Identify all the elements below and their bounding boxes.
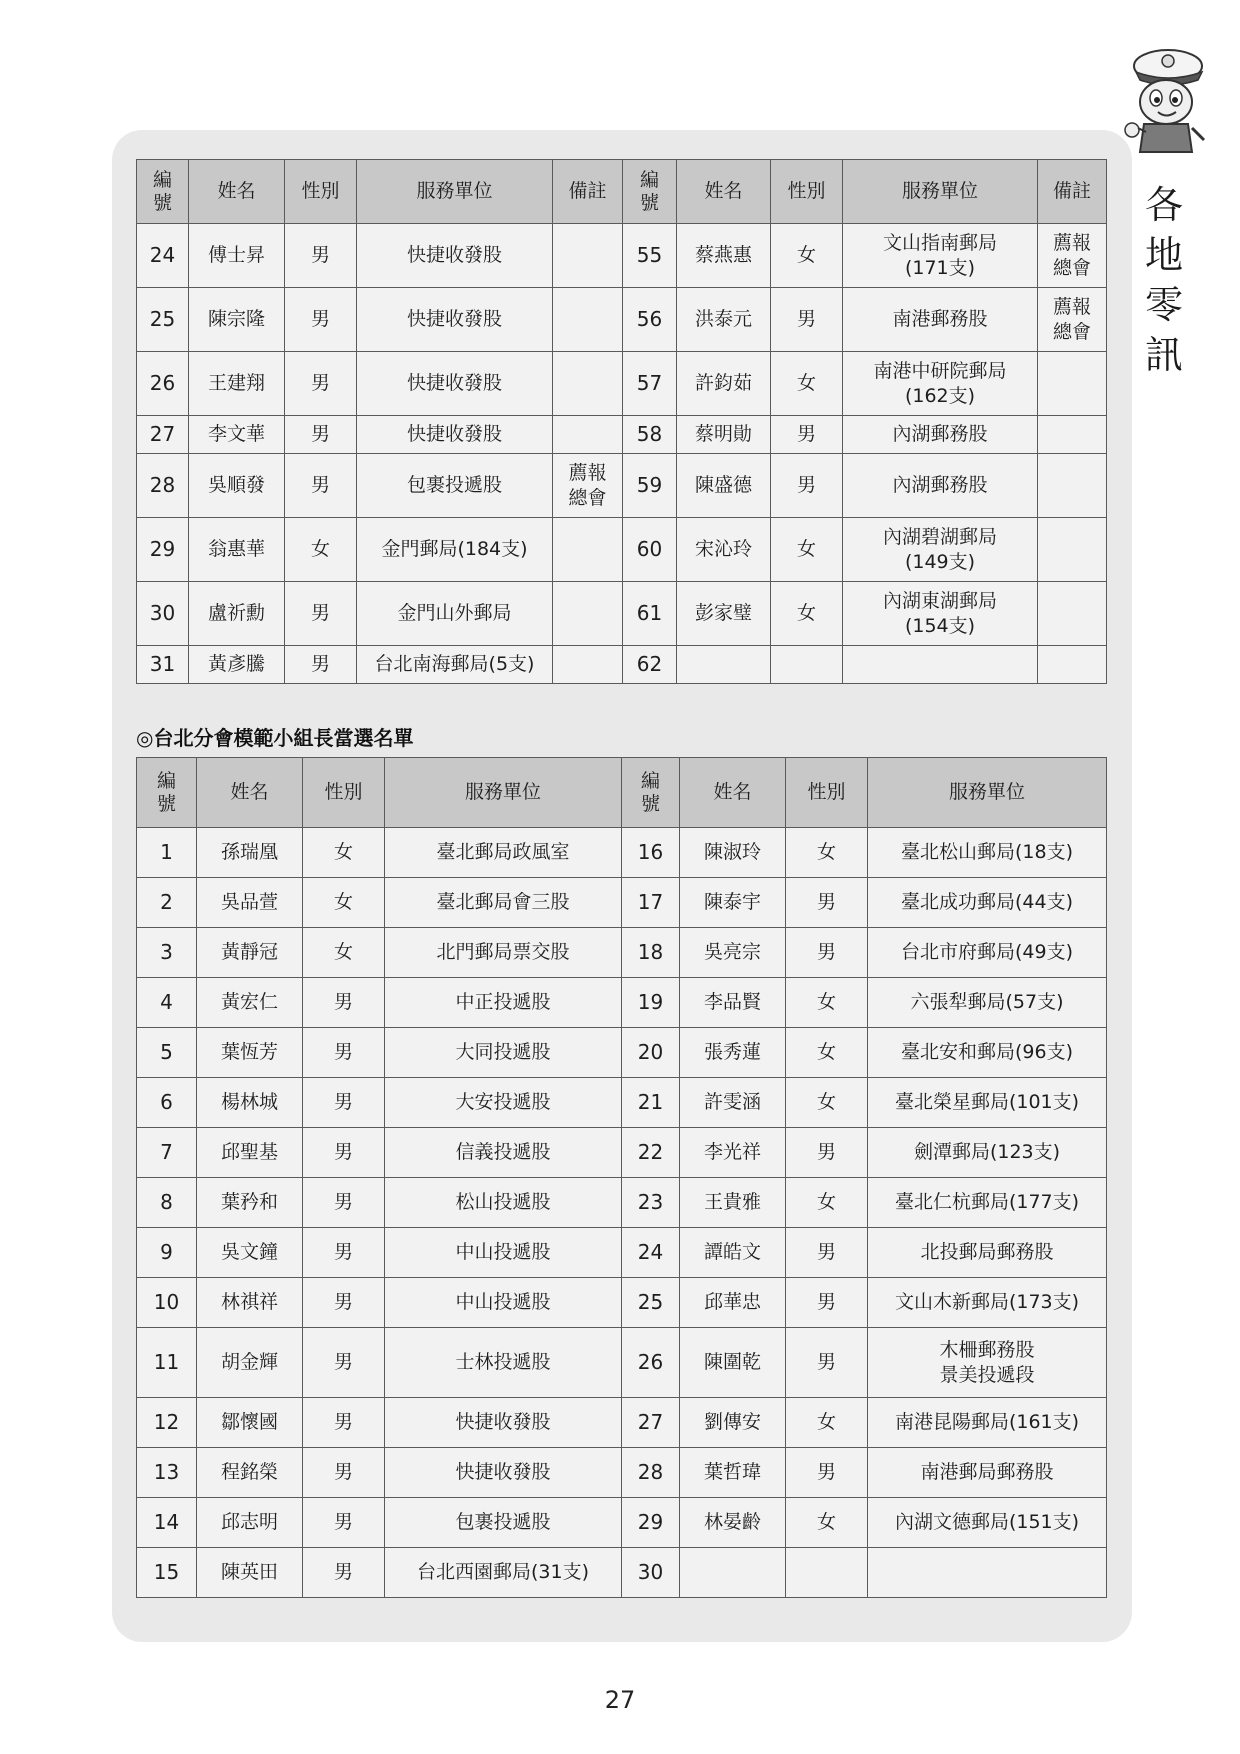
table-cell: 女 [771, 582, 843, 646]
table-cell: 李光祥 [680, 1128, 786, 1178]
table-cell: 中山投遞股 [385, 1228, 622, 1278]
table-cell: 男 [786, 878, 868, 928]
table-cell: 大安投遞股 [385, 1078, 622, 1128]
table-cell: 內湖東湖郵局 (154支) [843, 582, 1038, 646]
table-cell [1038, 454, 1107, 518]
table-row [137, 978, 1107, 1028]
table-cell [868, 1548, 1107, 1598]
table-cell: 18 [622, 928, 680, 978]
table-cell: 男 [303, 1328, 385, 1398]
table-cell: 南港昆陽郵局(161支) [868, 1398, 1107, 1448]
table-cell: 19 [622, 978, 680, 1028]
table-cell: 女 [786, 828, 868, 878]
table-cell: 臺北松山郵局(18支) [868, 828, 1107, 878]
table-cell [553, 288, 623, 352]
table-cell: 許鈞茹 [677, 352, 771, 416]
table-cell: 黃彥騰 [189, 646, 285, 684]
table-cell: 14 [137, 1498, 197, 1548]
table-cell: 薦報 總會 [1038, 288, 1107, 352]
table-row [137, 878, 1107, 928]
table-cell: 15 [137, 1548, 197, 1598]
table-cell: 女 [786, 1398, 868, 1448]
table-cell: 女 [303, 928, 385, 978]
table-cell: 女 [303, 878, 385, 928]
table-cell: 29 [137, 518, 189, 582]
table-cell: 陳圍乾 [680, 1328, 786, 1398]
table-cell: 55 [623, 224, 677, 288]
table-cell: 5 [137, 1028, 197, 1078]
table-cell [553, 416, 623, 454]
table-cell [553, 518, 623, 582]
table-cell: 女 [771, 518, 843, 582]
table-cell [677, 646, 771, 684]
table-cell: 男 [303, 1028, 385, 1078]
table-cell: 男 [285, 646, 357, 684]
table-cell: 男 [285, 288, 357, 352]
table-cell: 30 [137, 582, 189, 646]
page-number: 27 [604, 1686, 636, 1714]
table-row [137, 224, 1107, 288]
table-cell: 葉哲瑋 [680, 1448, 786, 1498]
table-row [137, 454, 1107, 518]
table-row [137, 1278, 1107, 1328]
table-cell: 女 [786, 1178, 868, 1228]
table-cell: 57 [623, 352, 677, 416]
header-cell: 性別 [303, 758, 385, 828]
table-cell: 24 [137, 224, 189, 288]
table-cell: 北門郵局票交股 [385, 928, 622, 978]
table-cell [553, 352, 623, 416]
table-cell: 楊林城 [197, 1078, 303, 1128]
table-cell: 金門山外郵局 [357, 582, 553, 646]
table-row [137, 1228, 1107, 1278]
section-side-title [1140, 180, 1188, 380]
table-cell: 男 [771, 416, 843, 454]
table-cell: 男 [303, 1228, 385, 1278]
table-cell [1038, 352, 1107, 416]
table-row [137, 1128, 1107, 1178]
table-cell: 男 [303, 1498, 385, 1548]
table-cell: 13 [137, 1448, 197, 1498]
table-cell: 劉傳安 [680, 1398, 786, 1448]
table-cell: 男 [786, 1228, 868, 1278]
header-cell: 性別 [786, 758, 868, 828]
table-cell: 男 [285, 416, 357, 454]
table-cell: 25 [622, 1278, 680, 1328]
table-cell: 臺北郵局政風室 [385, 828, 622, 878]
table-cell: 六張犁郵局(57支) [868, 978, 1107, 1028]
table-cell: 吳順發 [189, 454, 285, 518]
header-cell: 備註 [553, 160, 623, 224]
table-cell: 張秀蓮 [680, 1028, 786, 1078]
table-row [137, 288, 1107, 352]
table-cell: 男 [303, 1278, 385, 1328]
table-cell: 內湖郵務股 [843, 416, 1038, 454]
table-cell [1038, 582, 1107, 646]
table-cell: 3 [137, 928, 197, 978]
header-cell: 姓名 [197, 758, 303, 828]
header-cell: 編 號 [137, 758, 197, 828]
table-row [137, 1398, 1107, 1448]
table-cell: 李文華 [189, 416, 285, 454]
table-cell: 程銘榮 [197, 1448, 303, 1498]
table-cell: 女 [771, 352, 843, 416]
table-cell: 陳盛德 [677, 454, 771, 518]
mascot-postman-illustration [1118, 44, 1214, 160]
table-cell: 中正投遞股 [385, 978, 622, 1028]
table-cell [680, 1548, 786, 1598]
table-cell: 王貴雅 [680, 1178, 786, 1228]
table-cell: 男 [303, 1398, 385, 1448]
table-row [137, 416, 1107, 454]
table-cell: 男 [303, 1178, 385, 1228]
table-cell: 蔡明勛 [677, 416, 771, 454]
table-cell: 臺北安和郵局(96支) [868, 1028, 1107, 1078]
table-cell [553, 582, 623, 646]
header-cell: 性別 [771, 160, 843, 224]
side-title-char: 零 [1144, 283, 1183, 327]
table-cell: 黃靜冠 [197, 928, 303, 978]
table-cell: 文山指南郵局 (171支) [843, 224, 1038, 288]
table-cell: 62 [623, 646, 677, 684]
table-header-row [137, 758, 1107, 828]
table-cell: 男 [285, 352, 357, 416]
table-cell: 南港郵局郵務股 [868, 1448, 1107, 1498]
table-cell: 27 [622, 1398, 680, 1448]
table-cell: 內湖文德郵局(151支) [868, 1498, 1107, 1548]
table-cell: 南港郵務股 [843, 288, 1038, 352]
table-cell: 葉矜和 [197, 1178, 303, 1228]
table-cell: 邱聖基 [197, 1128, 303, 1178]
table-cell: 薦報 總會 [1038, 224, 1107, 288]
header-cell: 性別 [285, 160, 357, 224]
table-cell: 中山投遞股 [385, 1278, 622, 1328]
table-row [137, 1028, 1107, 1078]
table-cell: 葉恆芳 [197, 1028, 303, 1078]
table-row [137, 1448, 1107, 1498]
table-cell: 男 [303, 1448, 385, 1498]
table-cell: 2 [137, 878, 197, 928]
table-cell: 男 [285, 224, 357, 288]
table-cell: 胡金輝 [197, 1328, 303, 1398]
table-cell: 61 [623, 582, 677, 646]
header-cell: 服務單位 [868, 758, 1107, 828]
table-cell: 台北西園郵局(31支) [385, 1548, 622, 1598]
table-cell: 27 [137, 416, 189, 454]
header-cell: 姓名 [680, 758, 786, 828]
table-cell: 29 [622, 1498, 680, 1548]
table-cell: 24 [622, 1228, 680, 1278]
table-cell: 25 [137, 288, 189, 352]
table-cell: 21 [622, 1078, 680, 1128]
table-row [137, 646, 1107, 684]
table-cell: 女 [285, 518, 357, 582]
table-cell: 吳品萱 [197, 878, 303, 928]
table-cell: 58 [623, 416, 677, 454]
table-cell: 譚皓文 [680, 1228, 786, 1278]
table-cell: 鄒懷國 [197, 1398, 303, 1448]
table-cell: 男 [786, 1128, 868, 1178]
table-cell: 4 [137, 978, 197, 1028]
header-cell: 編 號 [622, 758, 680, 828]
table-cell: 傅士昇 [189, 224, 285, 288]
table-cell: 邱華忠 [680, 1278, 786, 1328]
table-row [137, 1548, 1107, 1598]
table-cell: 包裹投遞股 [385, 1498, 622, 1548]
header-cell: 姓名 [677, 160, 771, 224]
table-cell: 林晏齡 [680, 1498, 786, 1548]
table-cell: 快捷收發股 [357, 352, 553, 416]
header-cell: 服務單位 [357, 160, 553, 224]
table-cell: 男 [786, 1278, 868, 1328]
table-cell: 彭家璧 [677, 582, 771, 646]
table-cell: 60 [623, 518, 677, 582]
table-cell: 李品賢 [680, 978, 786, 1028]
table-cell: 大同投遞股 [385, 1028, 622, 1078]
header-cell: 服務單位 [385, 758, 622, 828]
header-cell: 備註 [1038, 160, 1107, 224]
table-cell [1038, 646, 1107, 684]
table-cell: 20 [622, 1028, 680, 1078]
table-cell: 陳英田 [197, 1548, 303, 1598]
table-row [137, 518, 1107, 582]
header-cell: 服務單位 [843, 160, 1038, 224]
side-title-char: 訊 [1144, 333, 1183, 377]
table-cell: 快捷收發股 [357, 416, 553, 454]
side-title-char: 各 [1144, 183, 1183, 227]
table-cell: 23 [622, 1178, 680, 1228]
table-cell [843, 646, 1038, 684]
table-cell: 女 [786, 1028, 868, 1078]
header-cell: 姓名 [189, 160, 285, 224]
table-cell: 臺北仁杭郵局(177支) [868, 1178, 1107, 1228]
table-cell: 快捷收發股 [357, 224, 553, 288]
table-cell: 臺北榮星郵局(101支) [868, 1078, 1107, 1128]
table-cell: 8 [137, 1178, 197, 1228]
table-row [137, 828, 1107, 878]
table-cell: 11 [137, 1328, 197, 1398]
table-cell: 文山木新郵局(173支) [868, 1278, 1107, 1328]
table-row [137, 1178, 1107, 1228]
table-cell: 台北市府郵局(49支) [868, 928, 1107, 978]
table-cell: 男 [285, 582, 357, 646]
table-cell: 1 [137, 828, 197, 878]
table-cell: 快捷收發股 [385, 1398, 622, 1448]
table-cell: 陳淑玲 [680, 828, 786, 878]
table-row [137, 582, 1107, 646]
section-heading: ◎台北分會模範小組長當選名單 [136, 726, 414, 750]
table-cell: 56 [623, 288, 677, 352]
table-cell [553, 224, 623, 288]
table-cell: 16 [622, 828, 680, 878]
table-cell: 金門郵局(184支) [357, 518, 553, 582]
table-cell: 臺北成功郵局(44支) [868, 878, 1107, 928]
table-cell: 孫瑞凰 [197, 828, 303, 878]
table-cell: 男 [303, 978, 385, 1028]
table-row [137, 1078, 1107, 1128]
group-leader-table [136, 757, 1107, 1598]
table-cell: 7 [137, 1128, 197, 1178]
table-cell: 女 [786, 1078, 868, 1128]
side-title-char: 地 [1144, 233, 1183, 277]
table-cell: 台北南海郵局(5支) [357, 646, 553, 684]
table-header-row [137, 160, 1107, 224]
table-row [137, 928, 1107, 978]
table-cell: 南港中研院郵局 (162支) [843, 352, 1038, 416]
table-cell: 黃宏仁 [197, 978, 303, 1028]
table-row [137, 352, 1107, 416]
table-cell: 薦報 總會 [553, 454, 623, 518]
table-cell: 士林投遞股 [385, 1328, 622, 1398]
table-row [137, 1498, 1107, 1548]
table-cell: 男 [786, 928, 868, 978]
header-cell: 編 號 [623, 160, 677, 224]
table-cell: 9 [137, 1228, 197, 1278]
table-cell [1038, 416, 1107, 454]
table-cell: 吳亮宗 [680, 928, 786, 978]
table-cell: 王建翔 [189, 352, 285, 416]
header-cell: 編 號 [137, 160, 189, 224]
table-cell: 22 [622, 1128, 680, 1178]
table-row [137, 1328, 1107, 1398]
table-cell: 女 [771, 224, 843, 288]
table-cell: 26 [137, 352, 189, 416]
table-cell: 男 [771, 288, 843, 352]
table-cell: 木柵郵務股 景美投遞段 [868, 1328, 1107, 1398]
table-cell: 男 [786, 1448, 868, 1498]
table-cell: 許雯涵 [680, 1078, 786, 1128]
table-cell: 男 [285, 454, 357, 518]
table-cell: 17 [622, 878, 680, 928]
table-cell: 信義投遞股 [385, 1128, 622, 1178]
table-cell: 59 [623, 454, 677, 518]
table-cell: 快捷收發股 [385, 1448, 622, 1498]
table-cell: 6 [137, 1078, 197, 1128]
table-cell [553, 646, 623, 684]
table-cell: 翁惠華 [189, 518, 285, 582]
table-cell: 30 [622, 1548, 680, 1598]
table-cell: 盧祈勳 [189, 582, 285, 646]
table-cell: 邱志明 [197, 1498, 303, 1548]
table-cell: 女 [303, 828, 385, 878]
table-cell: 林祺祥 [197, 1278, 303, 1328]
recommendation-table [136, 159, 1107, 684]
table-cell: 男 [303, 1548, 385, 1598]
table-cell: 28 [622, 1448, 680, 1498]
table-cell [786, 1548, 868, 1598]
table-cell: 洪泰元 [677, 288, 771, 352]
table-cell: 26 [622, 1328, 680, 1398]
table-cell: 12 [137, 1398, 197, 1448]
table-cell [771, 646, 843, 684]
table-cell: 快捷收發股 [357, 288, 553, 352]
table-cell: 宋沁玲 [677, 518, 771, 582]
table-cell: 男 [303, 1078, 385, 1128]
table-cell: 北投郵局郵務股 [868, 1228, 1107, 1278]
table-cell: 吳文鐘 [197, 1228, 303, 1278]
table-cell: 男 [786, 1328, 868, 1398]
table-cell: 陳宗隆 [189, 288, 285, 352]
table-cell: 女 [786, 1498, 868, 1548]
table-cell: 包裹投遞股 [357, 454, 553, 518]
table-cell: 劍潭郵局(123支) [868, 1128, 1107, 1178]
table-cell [1038, 518, 1107, 582]
table-cell: 男 [771, 454, 843, 518]
table-cell: 陳泰宇 [680, 878, 786, 928]
table-cell: 內湖郵務股 [843, 454, 1038, 518]
table-cell: 女 [786, 978, 868, 1028]
table-cell: 28 [137, 454, 189, 518]
table-cell: 男 [303, 1128, 385, 1178]
table-cell: 31 [137, 646, 189, 684]
table-cell: 10 [137, 1278, 197, 1328]
table-cell: 蔡燕惠 [677, 224, 771, 288]
table-cell: 松山投遞股 [385, 1178, 622, 1228]
table-cell: 內湖碧湖郵局 (149支) [843, 518, 1038, 582]
table-cell: 臺北郵局會三股 [385, 878, 622, 928]
